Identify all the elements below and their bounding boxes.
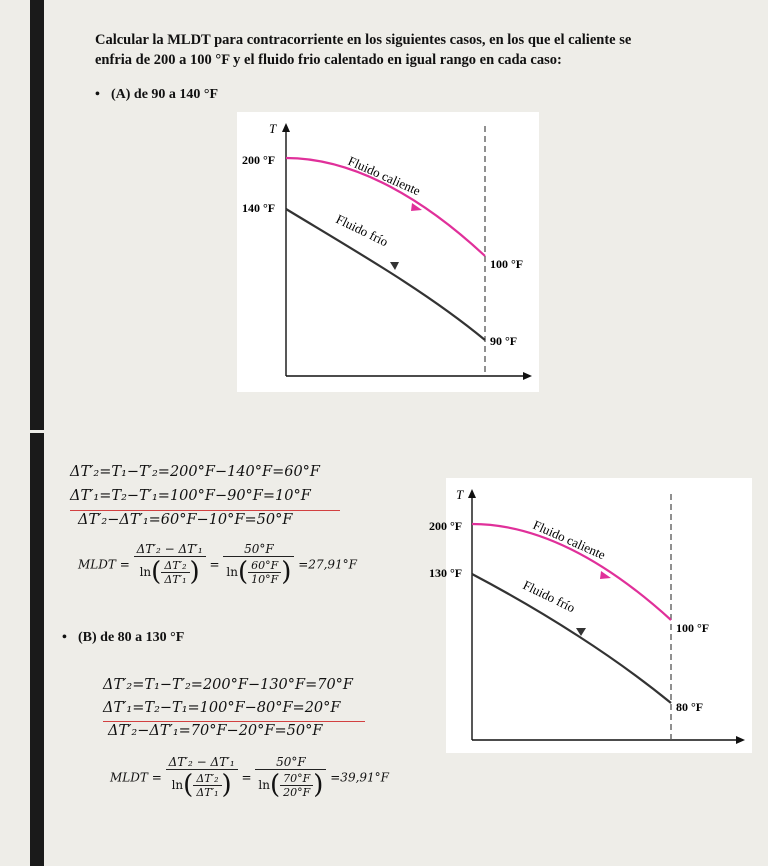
case-b-value-inner-num: 70°F [280,772,313,786]
case-b-mldt-num: ΔT′₂ − ΔT′₁ [166,755,238,770]
intro-line-1: Calcular la MLDT para contracorriente en los siguientes casos, en los que el caliente se [95,32,632,48]
case-a-value-inner-den: 10°F [251,572,279,586]
figure-a-cold-name: Fluido frío [333,211,391,250]
case-a-inner-den: ΔT′₁ [164,572,187,586]
figure-b-svg [429,478,752,753]
case-a-mldt-result: =27,91°F [298,557,357,572]
case-a-mldt-num: ΔT′₂ − ΔT′₁ [134,542,206,557]
figure-a-hot-out: 100 °F [490,257,524,271]
case-b-ln-2: ln [258,778,270,792]
case-b-mldt-label: MLDT = [110,770,162,785]
case-b-mldt-value-fraction [255,755,326,800]
figure-b-y-arrow [468,489,476,498]
figure-a-t-label: T [269,121,277,136]
case-a-eq-2: ΔT′₁=T₂−T′₁=100°F−90°F=10°F [70,488,311,504]
case-a-mldt-formula [78,542,357,587]
case-a-eq-3: ΔT′₂−ΔT′₁=60°F−10°F=50°F [78,512,293,528]
case-a-mldt-fraction [134,542,206,587]
case-a-heading [95,87,218,103]
case-b-mldt-formula [110,755,389,800]
case-b-mldt-value-num: 50°F [255,755,326,770]
figure-a-cold-in: 90 °F [490,334,518,348]
case-b-mldt-eq: = [241,770,252,785]
case-a-eq-1: ΔT′₂=T₁−T′₂=200°F−140°F=60°F [70,464,320,480]
case-a-ln: ln [139,565,152,579]
case-a-mldt-den: ln( $\frac{\text{ΔT′₂}}{\text{ΔT′₁}}$ ) [139,557,200,587]
case-a-mldt-eq: = [209,557,220,572]
problem-statement [95,30,715,70]
figure-b-cold-out: 130 °F [429,566,463,580]
figure-a-hot-in: 200 °F [242,153,276,167]
case-b-label: (B) de 80 a 130 °F [78,630,185,645]
case-b-mldt-fraction [166,755,238,800]
case-b-heading [62,630,184,646]
figure-case-a [237,112,539,392]
case-b-eq-3: ΔT′₂−ΔT′₁=70°F−20°F=50°F [108,723,323,739]
bullet-icon: • [95,87,100,102]
figure-a-hot-name: Fluido caliente [345,153,423,199]
figure-b-x-arrow [736,736,745,744]
figure-b-t-label: T [456,487,464,502]
case-b-mldt-value-den: ln( $\frac{70^\circ F}{20^\circ F}$ ) [258,770,324,800]
figure-a-y-arrow [282,123,290,132]
left-sidebar-bar [30,0,44,866]
case-a-mldt-value-den: ln( $\frac{60^\circ F}{10^\circ F}$ ) [226,557,292,587]
case-b-sum-rule [103,721,365,722]
intro-line-2: enfria de 200 a 100 °F y el fluido frio calentado en igual rango en cada caso: [95,52,562,68]
figure-case-b [429,478,752,753]
case-b-mldt-result: =39,91°F [330,770,389,785]
bullet-icon: • [62,630,67,645]
figure-b-hot-name: Fluido caliente [530,517,608,563]
case-a-mldt-value-fraction [223,542,294,587]
case-a-mldt-value-num: 50°F [223,542,294,557]
figure-b-cold-in: 80 °F [676,700,704,714]
figure-a-cold-out: 140 °F [242,201,276,215]
case-b-value-inner-den: 20°F [283,785,311,799]
case-b-mldt-den: ln( $\frac{\text{ΔT′₂}}{\text{ΔT′₁}}$ ) [171,770,232,800]
figure-b-hot-out: 100 °F [676,621,710,635]
case-a-inner-num: ΔT′₂ [161,559,189,573]
figure-b-cold-name: Fluido frío [520,577,578,616]
case-b-eq-1: ΔT′₂=T₁−T′₂=200°F−130°F=70°F [103,677,353,693]
case-a-mldt-label: MLDT = [78,557,130,572]
figure-a-svg [237,112,539,392]
case-b-inner-num: ΔT′₂ [193,772,221,786]
case-b-ln: ln [171,778,184,792]
case-a-label: (A) de 90 a 140 °F [111,87,219,102]
sidebar-notch [30,430,44,433]
case-a-value-inner-num: 60°F [248,559,281,573]
figure-a-x-arrow [523,372,532,380]
case-b-inner-den: ΔT′₁ [196,785,219,799]
case-b-eq-2: ΔT′₁=T₂−T₁=100°F−80°F=20°F [103,700,341,716]
figure-a-cold-arrow [390,262,399,270]
case-a-sum-rule [70,510,340,511]
figure-b-hot-in: 200 °F [429,519,463,533]
case-a-ln-2: ln [226,565,238,579]
